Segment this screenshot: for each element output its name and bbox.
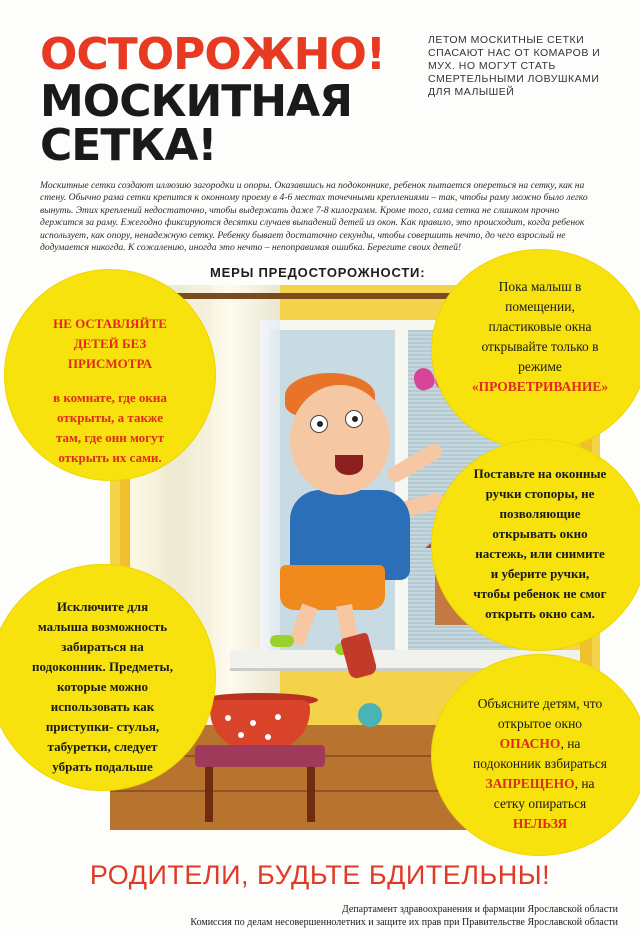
tip-climbing-line: убрать подальше	[52, 759, 153, 774]
intro-paragraph: Москитные сетки создают иллюзию загородки и опоры. Оказавшись на подоконнике, ребенок пытается опереться на сетку, как на стену. Обычно рама сетки крепится к оконному проему в 4-6 местах точечными креплениями – так, чтобы раму можно было легко вынуть. Этих креплений недостаточно, чтобы выдержать даже 7-8 килограмм. Кроме того, сама сетка не слишком прочно держится за раму. Ежегодно фиксируются десятки случаев выпадений детей из окон. Как правило, это происходит, когда ребенок использует, как опору, ненадежную сетку. Ребенку бывает достаточно секунды, чтобы совершить нечто, до чего взрослый не додумается никогда. К сожалению, иногда это нечто – непоправимая ошибка. Берегите своих детей!	[40, 180, 588, 254]
tip-explain-line	[445, 734, 635, 754]
tip-ventilation-line: режиме	[518, 359, 562, 374]
tip-ventilation-line: помещении,	[505, 299, 575, 314]
title-mosquito: МОСКИТНАЯ	[40, 76, 353, 127]
tip-climbing-line: использовать как	[50, 699, 155, 714]
tip-climbing-line: которые можно	[56, 679, 149, 694]
tip-stoppers-line: позволяющие	[499, 506, 581, 521]
tip-supervision-title: НЕ ОСТАВЛЯЙТЕ	[53, 316, 167, 331]
title-warning: ОСТОРОЖНО!	[40, 29, 385, 80]
child-shorts	[280, 565, 385, 610]
tip-explain-line: Объясните детям, что	[477, 696, 603, 711]
child-sock	[270, 635, 294, 647]
title-net: СЕТКА!	[40, 120, 217, 171]
tip-supervision-title: ПРИСМОТРА	[67, 356, 153, 371]
window-mullion	[395, 330, 408, 650]
tip-stoppers-line: открывать окно	[492, 526, 588, 541]
tip-explain-suffix: , на	[560, 736, 581, 751]
tip-climbing-line: забираться на	[61, 639, 144, 654]
tip-explain-line	[445, 774, 635, 794]
tip-stoppers-line: Поставьте на оконные	[473, 466, 607, 481]
tip-ventilation-text	[450, 277, 630, 397]
tip-stoppers-text	[445, 464, 635, 624]
tagline: ЛЕТОМ МОСКИТНЫЕ СЕТКИ СПАСАЮТ НАС ОТ КОМАРОВ И МУХ. НО МОГУТ СТАТЬ СМЕРТЕЛЬНЫМИ ЛОВУШКАМИ ДЛЯ МАЛЫШЕЙ	[428, 34, 601, 98]
tip-explain-text	[445, 694, 635, 834]
tip-supervision-body: в комнате, где окна	[53, 390, 167, 405]
warning-not-allowed: НЕЛЬЗЯ	[512, 816, 568, 831]
child-head	[290, 385, 390, 495]
tip-climbing-text	[5, 597, 200, 777]
tip-supervision-title: ДЕТЕЙ БЕЗ	[73, 336, 147, 351]
tip-climbing-line: Исключите для	[56, 599, 149, 614]
stool	[195, 745, 325, 767]
department-health: Департамент здравоохранения и фармации Ярославской области	[341, 904, 618, 915]
tip-supervision-body: открыты, а также	[57, 410, 163, 425]
tip-explain-line: подоконник взбираться	[473, 756, 607, 771]
tip-explain-line: открытое окно	[497, 716, 583, 731]
tip-stoppers-line: настежь, или снимите	[475, 546, 605, 561]
tip-stoppers-line: и уберите ручки,	[490, 566, 590, 581]
tip-climbing-line: приступки- стулья,	[45, 719, 160, 734]
stool-leg	[205, 767, 213, 822]
tip-stoppers-line: открыть окно сам.	[485, 606, 595, 621]
tip-supervision-text	[15, 314, 205, 468]
tip-ventilation-line: Пока малыш в	[498, 279, 582, 294]
tip-explain-line: сетку опираться	[493, 796, 587, 811]
footer-slogan: РОДИТЕЛИ, БУДЬТЕ БДИТЕЛЬНЫ!	[89, 860, 551, 890]
tip-stoppers-line: ручки стопоры, не	[485, 486, 595, 501]
tip-ventilation-line: пластиковые окна	[488, 319, 592, 334]
tip-ventilation-highlight: «ПРОВЕТРИВАНИЕ»	[471, 379, 609, 394]
tip-climbing-line: малыша возможность	[37, 619, 168, 634]
tip-stoppers-line: чтобы ребенок не смог	[473, 586, 607, 601]
warning-dangerous: ОПАСНО	[499, 736, 561, 751]
tip-explain-suffix: , на	[574, 776, 595, 791]
measures-heading: МЕРЫ ПРЕДОСТОРОЖНОСТИ:	[210, 265, 426, 280]
tip-supervision-body: открыть их сами.	[58, 450, 162, 465]
child-eye	[345, 410, 363, 428]
child-eye	[310, 415, 328, 433]
department-commission: Комиссия по делам несовершеннолетних и защите их прав при Правительстве Ярославской области	[190, 917, 618, 928]
flower	[358, 703, 382, 727]
tip-climbing-line: подоконник. Предметы,	[32, 659, 173, 674]
tip-climbing-line: табуретки, следует	[47, 739, 158, 754]
warning-forbidden: ЗАПРЕЩЕНО	[485, 776, 575, 791]
tip-ventilation-line: открывайте только в	[481, 339, 599, 354]
tip-supervision-body: там, где они могут	[56, 430, 164, 445]
child-mouth	[335, 455, 363, 475]
stool-leg	[307, 767, 315, 822]
